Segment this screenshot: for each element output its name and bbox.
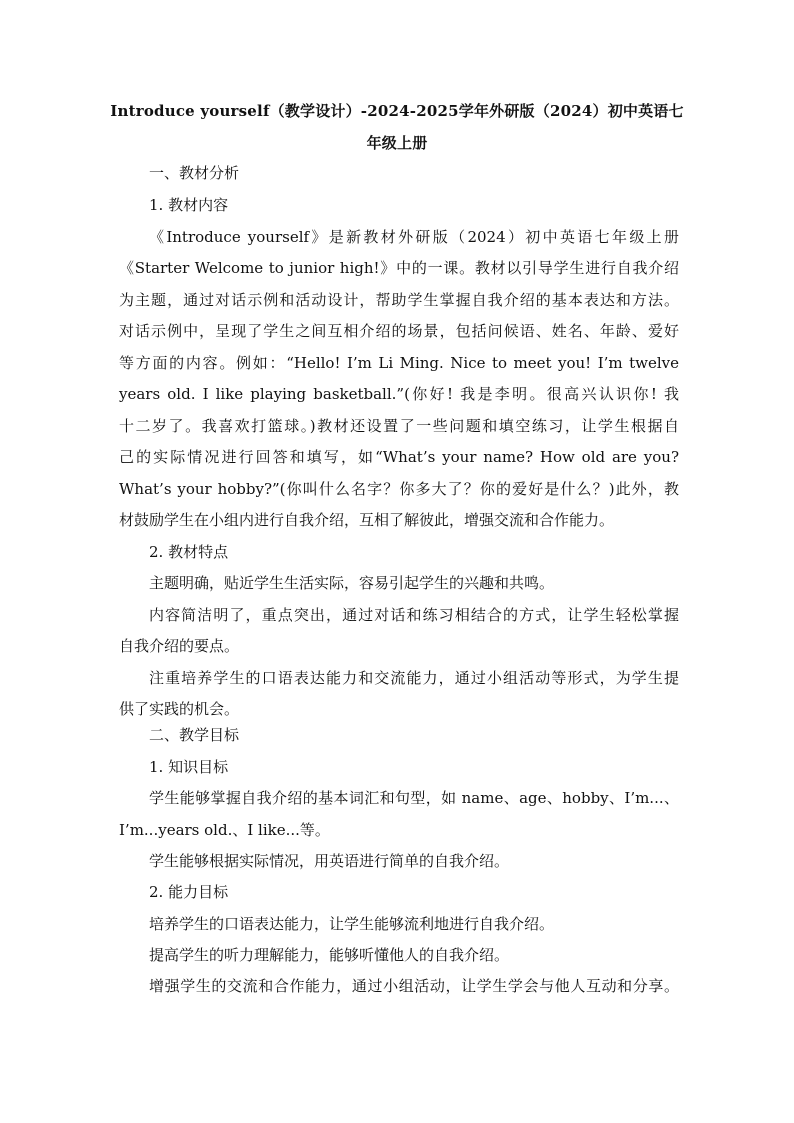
paragraph-line: 《Starter Welcome to junior high!》中的一课。教材以引导学生进行自我介绍 <box>119 259 679 277</box>
subheading-knowledge-objectives: 1. 知识目标 <box>149 758 229 776</box>
paragraph-line: 学生能够掌握自我介绍的基本词汇和句型，如 name、age、hobby、I’m...、 <box>149 789 679 807</box>
section-heading-textbook-analysis: 一、教材分析 <box>149 164 240 182</box>
paragraph-line: 材鼓励学生在小组内进行自我介绍，互相了解彼此，增强交流和合作能力。 <box>119 511 615 529</box>
paragraph-line: I’m...years old.、I like...等。 <box>119 821 330 839</box>
paragraph-line: 培养学生的口语表达能力，让学生能够流利地进行自我介绍。 <box>149 915 555 933</box>
paragraph-line: 增强学生的交流和合作能力，通过小组活动，让学生学会与他人互动和分享。 <box>149 977 679 995</box>
paragraph-line: 自我介绍的要点。 <box>119 637 240 655</box>
paragraph-line: 等方面的内容。例如：“Hello! I’m Li Ming. Nice to meet you! I’m twelve <box>119 354 679 372</box>
subheading-ability-objectives: 2. 能力目标 <box>149 883 229 901</box>
document-title-line-2: 年级上册 <box>366 134 428 152</box>
subheading-textbook-content: 1. 教材内容 <box>149 196 229 214</box>
paragraph-line: 为主题，通过对话示例和活动设计，帮助学生掌握自我介绍的基本表达和方法。 <box>119 291 679 309</box>
paragraph-line: 《Introduce yourself》是新教材外研版（2024）初中英语七年级上册 <box>149 228 679 246</box>
paragraph-line: 提高学生的听力理解能力，能够听懂他人的自我介绍。 <box>149 946 510 964</box>
paragraph-line: 主题明确，贴近学生生活实际，容易引起学生的兴趣和共鸣。 <box>149 574 555 592</box>
paragraph-line: What’s your hobby?”(你叫什么名字？你多大了？你的爱好是什么？)此外，教 <box>119 480 679 498</box>
paragraph-line: years old. I like playing basketball.”(你好! 我是李明。很高兴认识你! 我 <box>119 385 679 403</box>
paragraph-line: 注重培养学生的口语表达能力和交流能力，通过小组活动等形式，为学生提 <box>149 669 679 687</box>
paragraph-line: 学生能够根据实际情况，用英语进行简单的自我介绍。 <box>149 852 510 870</box>
subheading-textbook-features: 2. 教材特点 <box>149 543 229 561</box>
document-title-line-1: Introduce yourself（教学设计）-2024-2025学年外研版（2024）初中英语七 <box>110 102 684 120</box>
paragraph-line: 供了实践的机会。 <box>119 700 240 718</box>
paragraph-line: 内容简洁明了，重点突出，通过对话和练习相结合的方式，让学生轻松掌握 <box>149 606 679 624</box>
paragraph-line: 己的实际情况进行回答和填写，如“What’s your name? How old are you? <box>119 448 679 466</box>
paragraph-line: 对话示例中，呈现了学生之间互相介绍的场景，包括问候语、姓名、年龄、爱好 <box>119 322 679 340</box>
section-heading-teaching-objectives: 二、教学目标 <box>149 726 240 744</box>
paragraph-line: 十二岁了。我喜欢打篮球。)教材还设置了一些问题和填空练习，让学生根据自 <box>119 417 679 435</box>
